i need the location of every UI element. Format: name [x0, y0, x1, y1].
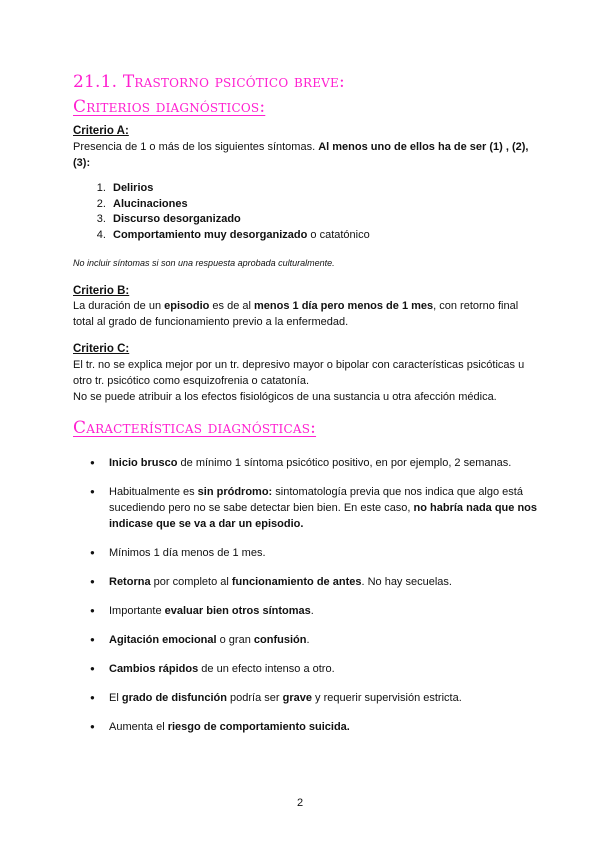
- bold-span: sin pródromo:: [197, 486, 273, 498]
- text-span: .: [306, 634, 310, 646]
- bold-span: grave: [282, 692, 312, 704]
- text-span: y requerir supervisión estricta.: [311, 692, 462, 704]
- list-item-bold: Comportamiento muy desorganizado: [113, 228, 308, 241]
- list-item: [109, 455, 569, 471]
- caracteristicas-list: [73, 455, 569, 748]
- text-span: Importante: [109, 605, 165, 617]
- list-item-text: o catatónico: [307, 228, 370, 241]
- page-number: 2: [296, 797, 304, 809]
- criterios-heading: Criterios diagnósticos:: [73, 97, 266, 117]
- caracteristicas-heading: Características diagnósticas:: [73, 418, 317, 438]
- list-item: [109, 197, 370, 213]
- text-span: Habitualmente es: [109, 486, 198, 498]
- list-item: [109, 719, 569, 735]
- list-item: [109, 690, 569, 706]
- text-span: .: [310, 605, 314, 617]
- bold-span: no habría nada que nos indicase que se va a dar un episodio.: [109, 502, 538, 530]
- text-span: Aumenta el: [109, 721, 168, 733]
- bold-span: Agitación emocional: [109, 634, 217, 646]
- criterio-b-title: Criterio B:: [73, 285, 130, 297]
- criterio-a-intro: [73, 139, 533, 171]
- criterio-a-note: No incluir síntomas si son una respuesta aprobada culturalmente.: [73, 258, 335, 268]
- list-item: [109, 228, 370, 244]
- text-span: o gran: [216, 634, 254, 646]
- list-item-bold: Alucinaciones: [113, 197, 188, 210]
- bold-span: evaluar bien otros síntomas: [164, 605, 311, 617]
- text-span: podría ser: [226, 692, 283, 704]
- list-item: [109, 484, 569, 532]
- text-span: es de al: [209, 300, 255, 312]
- criterio-a-intro-text: Presencia de 1 o más de los siguientes síntomas.: [73, 141, 319, 153]
- text-span: por completo al: [150, 576, 232, 588]
- criterio-c-line2: No se puede atribuir a los efectos fisiológicos de una sustancia u otra afección médica.: [73, 391, 497, 403]
- bold-span: grado de disfunción: [121, 692, 227, 704]
- text-span: Mínimos 1 día menos de 1 mes.: [109, 547, 266, 559]
- list-item: [109, 181, 370, 197]
- bold-span: Inicio brusco: [109, 457, 178, 469]
- text-span: de un efecto intenso a otro.: [198, 663, 335, 675]
- text-span: , con retorno final total al grado de funcionamiento previo a la enfermedad.: [73, 300, 519, 328]
- bold-span: confusión: [253, 634, 307, 646]
- bold-span: funcionamiento de antes: [231, 576, 362, 588]
- list-item-bold: Discurso desorganizado: [113, 213, 241, 225]
- text-span: de mínimo 1 síntoma psicótico positivo, en por ejemplo, 2 semanas.: [177, 457, 512, 469]
- criterio-a-title: Criterio A:: [73, 125, 129, 137]
- list-item: [109, 574, 569, 590]
- criterio-c-line1: El tr. no se explica mejor por un tr. depresivo mayor o bipolar con características psicóticas u otro tr. psicótico como esquizofrenia o catatonía.: [73, 359, 525, 387]
- text-span: sintomatología previa que nos indica que algo está sucediendo pero no se sabe detectar bien bien. En este caso,: [109, 486, 523, 514]
- text-span: . No hay secuelas.: [361, 576, 452, 588]
- criterio-b-text: [73, 298, 533, 330]
- bold-span: Cambios rápidos: [109, 663, 199, 675]
- list-item: [109, 632, 569, 648]
- list-item: [109, 661, 569, 677]
- bold-span: menos 1 día pero menos de 1 mes: [254, 300, 434, 312]
- list-item: [109, 212, 370, 228]
- text-span: La duración de un: [73, 300, 165, 312]
- criterio-a-intro-bold: Al menos uno de ellos ha de ser (1) , (2), (3):: [73, 141, 529, 169]
- bold-span: episodio: [164, 300, 210, 312]
- criterio-c-title: Criterio C:: [73, 343, 130, 355]
- section-heading: 21.1. Trastorno psicótico breve:: [73, 72, 345, 92]
- criterio-a-list: [73, 181, 370, 243]
- list-item: [109, 603, 569, 619]
- list-item-bold: Delirios: [113, 182, 154, 194]
- bold-span: Retorna: [109, 576, 151, 588]
- text-span: El: [109, 692, 122, 704]
- bold-span: riesgo de comportamiento suicida.: [167, 721, 350, 733]
- list-item: [109, 545, 569, 561]
